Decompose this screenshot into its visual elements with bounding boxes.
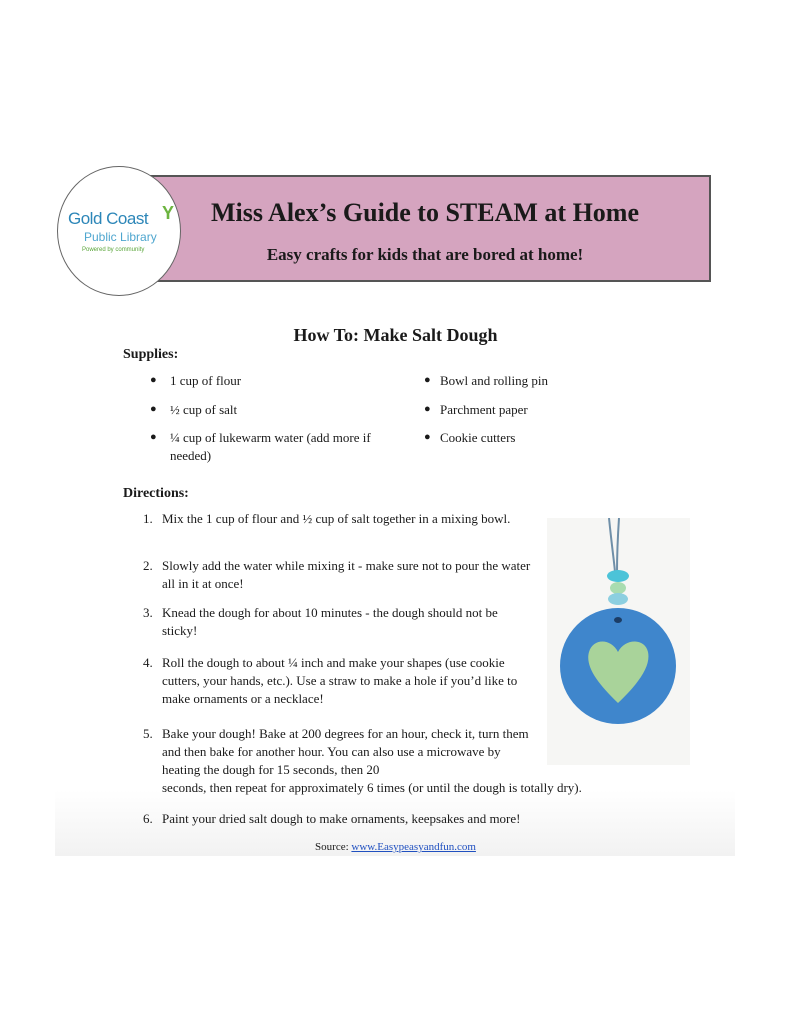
step-number: 1. <box>143 511 153 526</box>
bullet-icon: ● <box>424 374 431 386</box>
step-text: Knead the dough for about 10 minutes - the dough should not be sticky! <box>162 605 498 638</box>
supply-item: 1 cup of flour <box>170 373 242 388</box>
page-title: Miss Alex’s Guide to STEAM at Home <box>210 198 640 227</box>
step-text: Bake your dough! Bake at 200 degrees for an hour, check it, turn them and then bake for another hour. You can also use a microwave by heating the dough for 15 seconds, then 20 <box>162 726 529 777</box>
step-number: 5. <box>143 726 153 741</box>
step-text: Paint your dried salt dough to make ornaments, keepsakes and more! <box>162 811 521 826</box>
step-text: Roll the dough to about ¼ inch and make your shapes (use cookie cutters, your hands, etc.). Use a straw to make a hole if you’d like to make ornaments or a necklace! <box>162 655 518 706</box>
section-heading: How To: Make Salt Dough <box>293 325 498 345</box>
supply-item: ½ cup of salt <box>170 402 238 417</box>
page-subtitle: Easy crafts for kids that are bored at home! <box>266 245 584 264</box>
bullet-icon: ● <box>150 431 157 443</box>
supply-item: Cookie cutters <box>440 430 516 445</box>
step-number: 3. <box>143 605 153 620</box>
bullet-icon: ● <box>424 431 431 443</box>
bullet-icon: ● <box>424 403 431 415</box>
supply-item: ¼ cup of lukewarm water (add more if needed) <box>170 430 371 463</box>
step-text: Slowly add the water while mixing it - make sure not to pour the water all in it at once! <box>162 558 531 591</box>
bullet-icon: ● <box>150 374 157 386</box>
step-text: seconds, then repeat for approximately 6 times (or until the dough is totally dry). <box>162 780 582 795</box>
bullet-icon: ● <box>150 403 157 415</box>
step-number: 2. <box>143 558 153 573</box>
directions-label: Directions: <box>123 486 189 501</box>
person-icon: Y <box>162 203 175 223</box>
step-number: 4. <box>143 655 153 670</box>
supply-item: Bowl and rolling pin <box>440 373 548 388</box>
source-line: Source: www.Easypeasyandfun.com <box>315 841 476 853</box>
header-banner <box>135 175 711 282</box>
supplies-label: Supplies: <box>123 347 179 362</box>
source-link[interactable]: www.Easypeasyandfun.com <box>351 841 476 853</box>
supply-item: Parchment paper <box>440 402 528 417</box>
step-number: 6. <box>143 811 153 826</box>
step-text: Mix the 1 cup of flour and ½ cup of salt together in a mixing bowl. <box>162 511 511 526</box>
library-logo: Gold Coast Y Public Library Powered by community <box>57 166 181 296</box>
salt-dough-pendant-photo <box>547 518 690 765</box>
